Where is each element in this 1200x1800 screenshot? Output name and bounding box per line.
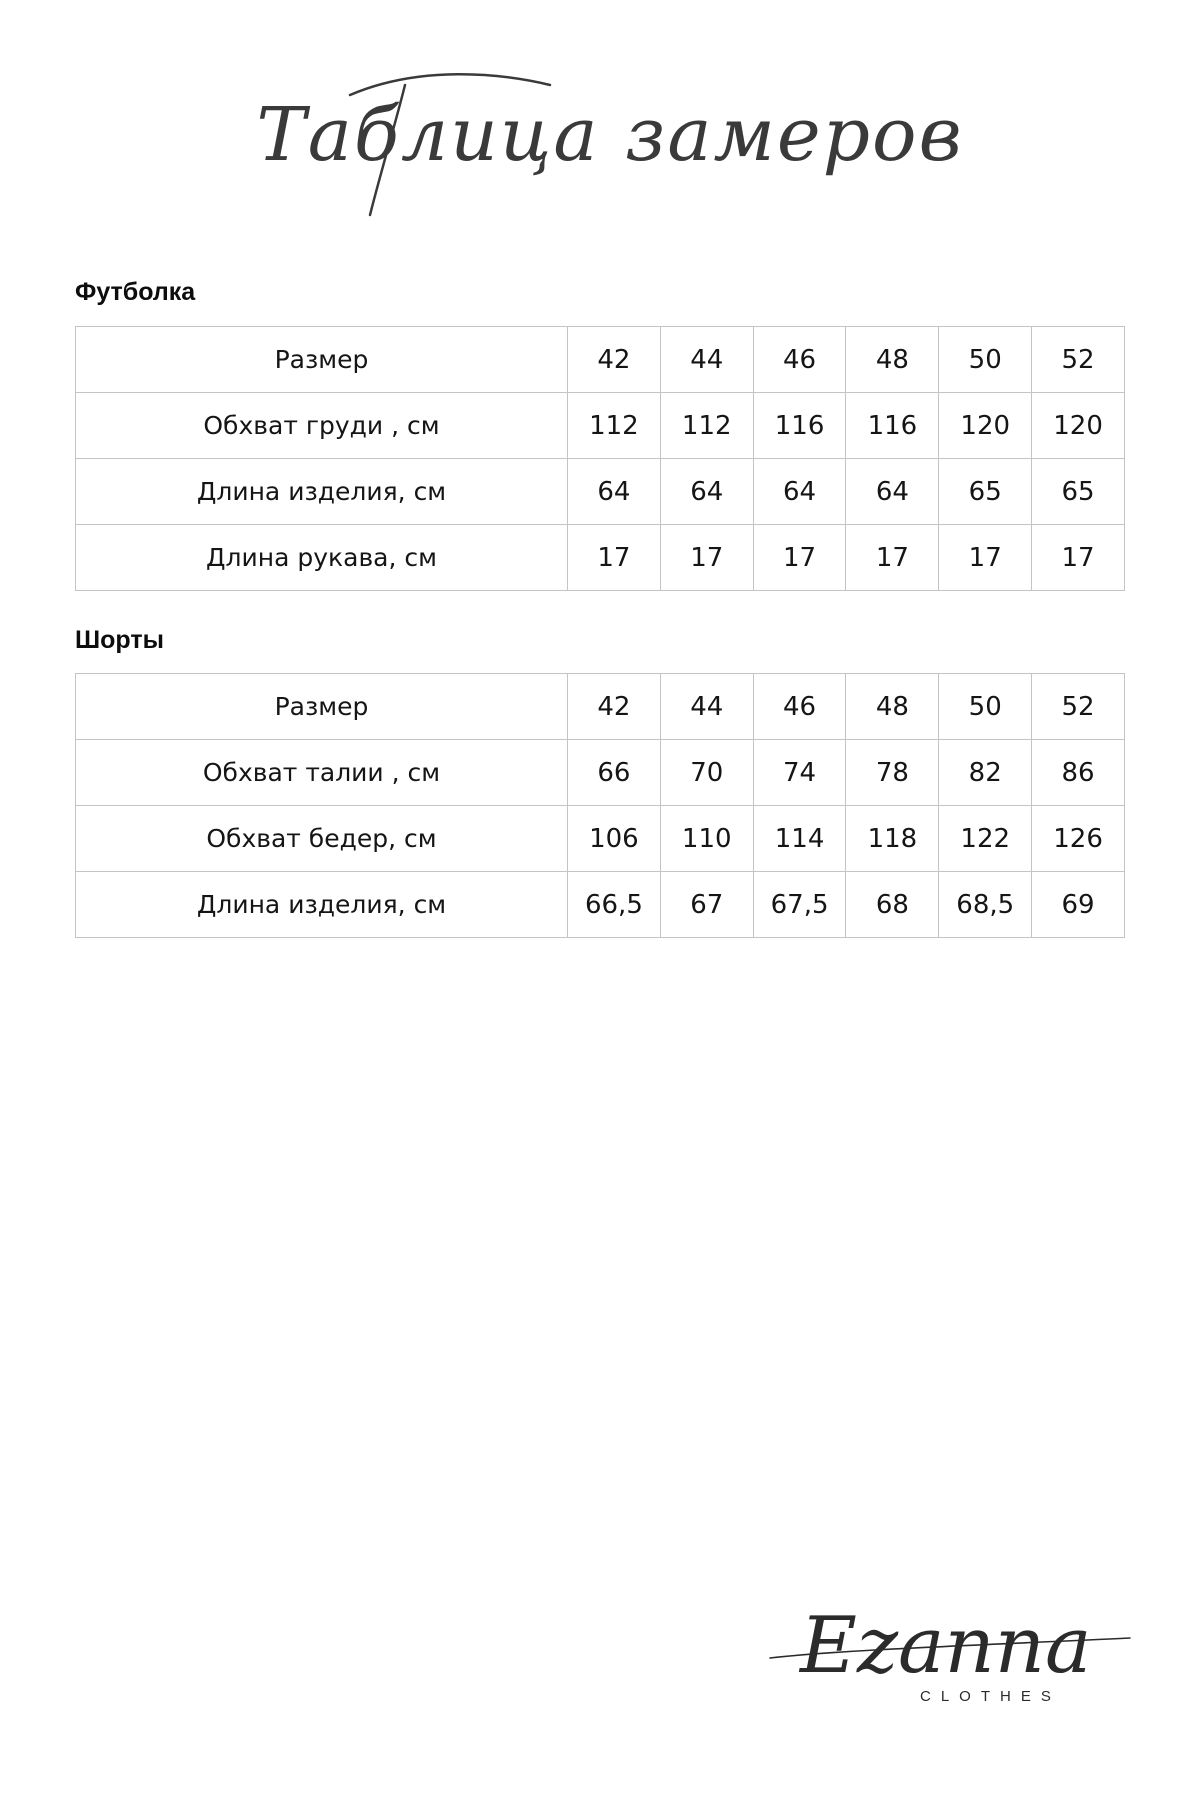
- table-cell: 122: [939, 806, 1032, 872]
- table-cell: 114: [753, 806, 846, 872]
- table-row: [76, 806, 1125, 872]
- table-cell: 42: [568, 674, 661, 740]
- table-cell: 64: [846, 459, 939, 525]
- table-cell: 65: [939, 459, 1032, 525]
- table-cell: 110: [660, 806, 753, 872]
- table-cell: 78: [846, 740, 939, 806]
- table-cell: 17: [1032, 525, 1125, 591]
- table-cell: 17: [660, 525, 753, 591]
- table-cell: 48: [846, 327, 939, 393]
- brand-tagline: CLOTHES: [920, 1688, 1061, 1705]
- table-cell: 106: [568, 806, 661, 872]
- tshirt-size-table: [75, 326, 1125, 591]
- table-cell: 48: [846, 674, 939, 740]
- table-cell: 120: [939, 393, 1032, 459]
- table-row: [76, 740, 1125, 806]
- table-row: [76, 674, 1125, 740]
- table-row: [76, 872, 1125, 938]
- table-cell: 64: [660, 459, 753, 525]
- table-cell: 50: [939, 327, 1032, 393]
- page-title-script: [256, 55, 964, 225]
- table-cell: 67,5: [753, 872, 846, 938]
- table-cell: 46: [753, 327, 846, 393]
- table-cell: 17: [753, 525, 846, 591]
- table-cell: 44: [660, 674, 753, 740]
- table-cell: 17: [568, 525, 661, 591]
- svg-text:Ezanna: Ezanna: [800, 1601, 1092, 1691]
- row-label: Длина изделия, см: [76, 459, 568, 525]
- row-label: Обхват талии , см: [76, 740, 568, 806]
- row-label: Размер: [76, 327, 568, 393]
- table-row: [76, 459, 1125, 525]
- table-cell: 64: [568, 459, 661, 525]
- table-row: [76, 327, 1125, 393]
- table-cell: 69: [1032, 872, 1125, 938]
- table-cell: 66: [568, 740, 661, 806]
- table-cell: 126: [1032, 806, 1125, 872]
- table-cell: 44: [660, 327, 753, 393]
- page-title: [0, 55, 1200, 225]
- table-cell: 68,5: [939, 872, 1032, 938]
- section-heading-tshirt: Футболка: [75, 278, 196, 306]
- row-label: Обхват бедер, см: [76, 806, 568, 872]
- table-cell: 120: [1032, 393, 1125, 459]
- table-cell: 65: [1032, 459, 1125, 525]
- table-cell: 67: [660, 872, 753, 938]
- table-cell: 86: [1032, 740, 1125, 806]
- table-cell: 70: [660, 740, 753, 806]
- table-cell: 112: [568, 393, 661, 459]
- table-cell: 50: [939, 674, 1032, 740]
- table-cell: 42: [568, 327, 661, 393]
- row-label: Обхват груди , см: [76, 393, 568, 459]
- row-label: Размер: [76, 674, 568, 740]
- row-label: Длина рукава, см: [76, 525, 568, 591]
- row-label: Длина изделия, см: [76, 872, 568, 938]
- table-cell: 17: [846, 525, 939, 591]
- table-row: [76, 393, 1125, 459]
- table-cell: 66,5: [568, 872, 661, 938]
- table-cell: 52: [1032, 327, 1125, 393]
- section-heading-shorts: Шорты: [75, 626, 164, 654]
- table-cell: 116: [846, 393, 939, 459]
- table-cell: 82: [939, 740, 1032, 806]
- table-cell: 112: [660, 393, 753, 459]
- table-cell: 17: [939, 525, 1032, 591]
- shorts-size-table: [75, 673, 1125, 938]
- table-cell: 116: [753, 393, 846, 459]
- svg-text:Таблица замеров: Таблица замеров: [256, 92, 964, 178]
- table-cell: 46: [753, 674, 846, 740]
- table-cell: 68: [846, 872, 939, 938]
- table-cell: 64: [753, 459, 846, 525]
- brand-logo-mark: [760, 1580, 1140, 1740]
- table-cell: 52: [1032, 674, 1125, 740]
- table-row: [76, 525, 1125, 591]
- table-cell: 74: [753, 740, 846, 806]
- table-cell: 118: [846, 806, 939, 872]
- brand-logo: [760, 1580, 1140, 1740]
